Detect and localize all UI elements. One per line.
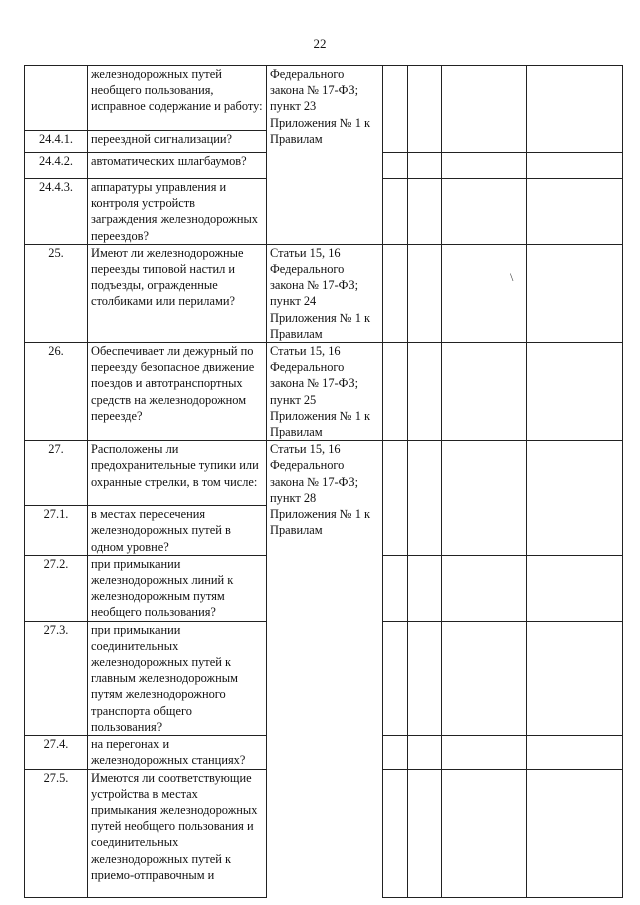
item-number: 25.: [25, 244, 88, 342]
answer-na-cell: [442, 343, 527, 441]
legal-reference: Статьи 15, 16 Федерального закона № 17-ФЗ; пункт 24 Приложения № 1 к Правилам: [267, 244, 383, 342]
item-number: 27.4.: [25, 736, 88, 769]
answer-yes-cell: [383, 179, 408, 245]
item-number: 27.: [25, 441, 88, 506]
notes-cell: [527, 555, 623, 621]
table-row: [25, 244, 623, 342]
notes-cell: [527, 66, 623, 131]
answer-no-cell: [408, 66, 442, 131]
notes-cell: [527, 244, 623, 342]
answer-yes-cell: [383, 244, 408, 342]
answer-no-cell: [408, 343, 442, 441]
answer-yes-cell: [383, 66, 408, 131]
requirement-question: на перегонах и железнодорожных станциях?: [88, 736, 267, 769]
notes-cell: [527, 736, 623, 769]
answer-no-cell: [408, 153, 442, 179]
notes-cell: [527, 506, 623, 556]
item-number: 24.4.2.: [25, 153, 88, 179]
answer-no-cell: [408, 441, 442, 506]
answer-yes-cell: [383, 131, 408, 153]
notes-cell: [527, 343, 623, 441]
page-number: 22: [313, 36, 327, 51]
answer-yes-cell: [383, 441, 408, 506]
item-number: 24.4.3.: [25, 179, 88, 245]
checklist-table: [24, 65, 623, 898]
answer-yes-cell: [383, 555, 408, 621]
item-number: 27.3.: [25, 621, 88, 735]
requirement-question: при примыкании железнодорожных линий к железнодорожным путям необщего пользования?: [88, 555, 267, 621]
legal-reference: Статьи 15, 16 Федерального закона № 17-ФЗ; пункт 28 Приложения № 1 к Правилам: [267, 441, 383, 897]
requirement-question: Имеют ли железнодорожные переезды типовой настил и подъезды, огражденные столбиками или перилами?: [88, 244, 267, 342]
legal-reference: Федерального закона № 17-ФЗ; пункт 23 Приложения № 1 к Правилам: [267, 66, 383, 245]
answer-na-cell: [442, 153, 527, 179]
answer-na-cell: [442, 441, 527, 506]
answer-yes-cell: [383, 769, 408, 897]
answer-na-cell: [442, 506, 527, 556]
item-number: 27.1.: [25, 506, 88, 556]
answer-no-cell: [408, 244, 442, 342]
answer-na-cell: [442, 621, 527, 735]
answer-na-cell: [442, 131, 527, 153]
answer-na-cell: [442, 769, 527, 897]
answer-yes-cell: [383, 736, 408, 769]
item-number: 27.5.: [25, 769, 88, 897]
answer-no-cell: [408, 621, 442, 735]
answer-na-cell: [442, 244, 527, 342]
answer-no-cell: [408, 555, 442, 621]
requirement-question: аппаратуры управления и контроля устройств заграждения железнодорожных переездов?: [88, 179, 267, 245]
answer-na-cell: [442, 736, 527, 769]
answer-no-cell: [408, 179, 442, 245]
notes-cell: [527, 153, 623, 179]
notes-cell: [527, 621, 623, 735]
requirement-question: при примыкании соединительных железнодорожных путей к главным железнодорожным путям железнодорожного транспорта общего пользования?: [88, 621, 267, 735]
requirement-question: Обеспечивает ли дежурный по переезду безопасное движение поездов и автотранспортных средств на железнодорожном переезде?: [88, 343, 267, 441]
requirement-question: железнодорожных путей необщего пользования, исправное содержание и работу:: [88, 66, 267, 131]
answer-no-cell: [408, 769, 442, 897]
requirement-question: Расположены ли предохранительные тупики или охранные стрелки, в том числе:: [88, 441, 267, 506]
answer-yes-cell: [383, 153, 408, 179]
answer-yes-cell: [383, 506, 408, 556]
answer-no-cell: [408, 131, 442, 153]
answer-no-cell: [408, 506, 442, 556]
answer-yes-cell: [383, 343, 408, 441]
answer-no-cell: [408, 736, 442, 769]
notes-cell: [527, 441, 623, 506]
notes-cell: [527, 179, 623, 245]
answer-na-cell: [442, 179, 527, 245]
item-number: 24.4.1.: [25, 131, 88, 153]
legal-reference: Статьи 15, 16 Федерального закона № 17-ФЗ; пункт 25 Приложения № 1 к Правилам: [267, 343, 383, 441]
answer-yes-cell: [383, 621, 408, 735]
table-row: [25, 343, 623, 441]
table-row: [25, 441, 623, 506]
answer-na-cell: [442, 555, 527, 621]
requirement-question: переездной сигнализации?: [88, 131, 267, 153]
notes-cell: [527, 769, 623, 897]
table-row: [25, 66, 623, 131]
stray-pen-mark: \: [510, 270, 514, 284]
answer-na-cell: [442, 66, 527, 131]
item-number: [25, 66, 88, 131]
item-number: 26.: [25, 343, 88, 441]
notes-cell: [527, 131, 623, 153]
requirement-question: в местах пересечения железнодорожных путей в одном уровне?: [88, 506, 267, 556]
requirement-question: автоматических шлагбаумов?: [88, 153, 267, 179]
item-number: 27.2.: [25, 555, 88, 621]
requirement-question: Имеются ли соответствующие устройства в местах примыкания железнодорожных путей необщего пользования и соединительных железнодорожных путей к приемо-отправочным и: [88, 769, 267, 897]
